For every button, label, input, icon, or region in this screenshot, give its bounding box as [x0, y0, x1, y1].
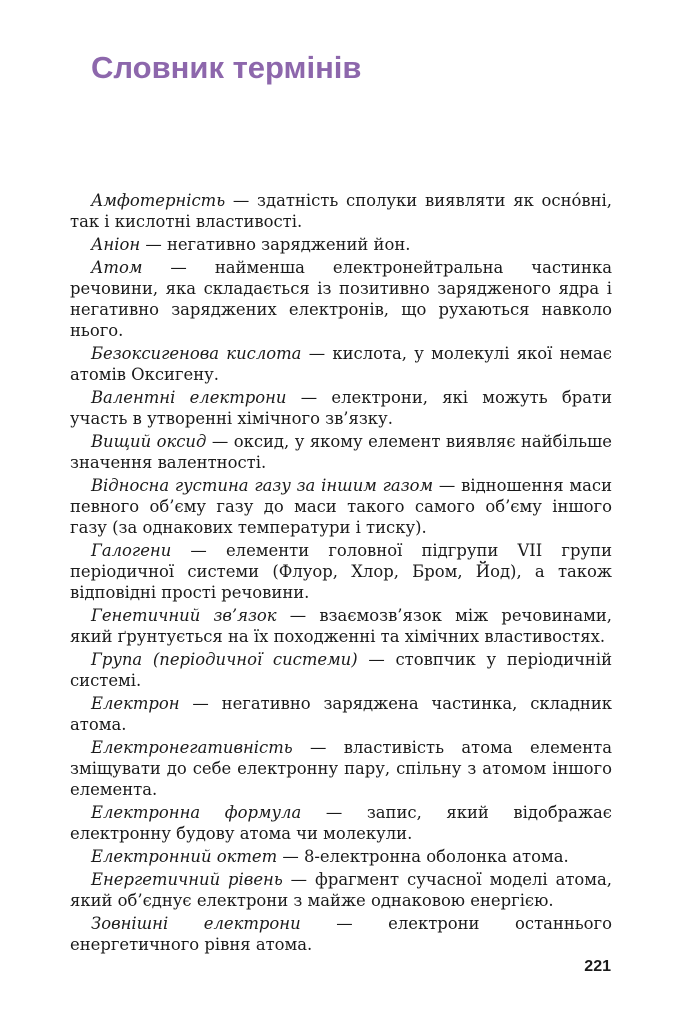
- glossary-entry: Аніон — негативно заряджений йон.: [91, 235, 411, 254]
- glossary-definition: взаємозв’язок між речовинами, який ґрунтується на їх походженні та хімічних властивостях.: [70, 606, 612, 646]
- glossary-entry: Електронна формула — запис, який відображає електронну будову атома чи молекули.: [70, 803, 612, 843]
- glossary-term: Валентні електрони: [91, 388, 287, 407]
- glossary-definition: запис, який відображає електронну будову атома чи молекули.: [70, 803, 612, 843]
- glossary-term: Електронна формула: [91, 803, 302, 822]
- glossary-term: Вищий оксид: [91, 432, 207, 451]
- glossary-definition: властивість атома елемента зміщувати до себе електронну пару, спільну з атомом іншого елемента.: [70, 738, 613, 799]
- glossary-entry: Група (періодичної системи) — стовпчик у періодичній системі.: [70, 650, 612, 690]
- page-number: 221: [584, 958, 611, 975]
- glossary-definition: оксид, у якому елемент виявляє найбільше значення валентності.: [70, 432, 612, 472]
- glossary-term: Атом: [91, 258, 143, 277]
- glossary-entry: Електронегативність — властивість атома елемента зміщувати до себе електронну пару, спільну з атомом іншого елемента.: [70, 738, 613, 799]
- glossary-term: Аніон: [91, 235, 141, 254]
- glossary-definition: кислота, у молекулі якої немає атомів Оксигену.: [70, 344, 612, 384]
- glossary-entry: Галогени — елементи головної підгрупи VII групи періодичної системи (Флуор, Хлор, Бром, Йод), а також відповідні прості речовини.: [70, 541, 612, 602]
- glossary-term: Електрон: [91, 694, 180, 713]
- glossary-definition: елементи головної підгрупи VII групи періодичної системи (Флуор, Хлор, Бром, Йод), а також відповідні прості речовини.: [70, 541, 612, 602]
- glossary-term: Електронегативність: [91, 738, 293, 757]
- glossary-entry: Валентні електрони — електрони, які можуть брати участь в утворенні хімічного зв’язку.: [70, 388, 613, 428]
- glossary-entry: Зовнішні електрони — електрони останнього енергетичного рівня атома.: [70, 914, 612, 954]
- glossary-definition: 8-електронна оболонка атома.: [303, 847, 569, 866]
- glossary-term: Енергетичний рівень: [91, 870, 283, 889]
- glossary-term: Електронний октет: [91, 847, 278, 866]
- page-title: Словник термінів: [91, 50, 362, 85]
- glossary-entry: Електронний октет — 8-електронна оболонка атома.: [91, 847, 569, 866]
- glossary-definition: відношення маси певного об’єму газу до маси такого самого об’єму іншого газу (за однакових температури і тиску).: [70, 476, 612, 537]
- glossary-definition: стовпчик у періодичній системі.: [70, 650, 612, 690]
- glossary-definition: негативно заряджений йон.: [166, 235, 411, 254]
- glossary-entry: Безоксигенова кислота — кислота, у молекулі якої немає атомів Оксигену.: [70, 344, 612, 384]
- glossary-term: Відносна густина газу за іншим газом: [91, 476, 434, 495]
- glossary-definition: найменша електронейтральна частинка речовини, яка складається із позитивно зарядженого ядра і негативно заряджених електронів, що рухаються навколо нього.: [70, 258, 612, 340]
- glossary-term: Галогени: [91, 541, 172, 560]
- glossary-entry: Амфотерність — здатність сполуки виявляти як осно́вні, так і кислотні властивості.: [70, 191, 612, 231]
- glossary-list: [70, 190, 612, 957]
- glossary-entry: Вищий оксид — оксид, у якому елемент виявляє найбільше значення валентності.: [70, 432, 612, 472]
- glossary-term: Група (періодичної системи): [91, 650, 358, 669]
- glossary-entry: Електрон — негативно заряджена частинка, складник атома.: [70, 694, 612, 734]
- glossary-definition: електрони, які можуть брати участь в утворенні хімічного зв’язку.: [70, 388, 613, 428]
- glossary-term: Безоксигенова кислота: [91, 344, 302, 363]
- glossary-entry: Енергетичний рівень — фрагмент сучасної моделі атома, який об’єднує електрони з майже однаковою енергією.: [70, 870, 613, 910]
- glossary-term: Генетичний зв’язок: [91, 606, 277, 625]
- glossary-term: Зовнішні електрони: [91, 914, 301, 933]
- glossary-definition: фрагмент сучасної моделі атома, який об’єднує електрони з майже однаковою енергією.: [70, 870, 613, 910]
- glossary-entry: Відносна густина газу за іншим газом — відношення маси певного об’єму газу до маси такого самого об’єму іншого газу (за однакових температури і тиску).: [70, 476, 612, 537]
- glossary-definition: здатність сполуки виявляти як осно́вні, так і кислотні властивості.: [70, 191, 612, 231]
- glossary-entry: Генетичний зв’язок — взаємозв’язок між речовинами, який ґрунтується на їх походженні та хімічних властивостях.: [70, 606, 612, 646]
- glossary-term: Амфотерність: [91, 191, 226, 210]
- glossary-definition: електрони останнього енергетичного рівня атома.: [70, 914, 612, 954]
- glossary-definition: негативно заряджена частинка, складник атома.: [70, 694, 612, 734]
- glossary-entry: Атом — найменша електронейтральна частинка речовини, яка складається із позитивно зарядженого ядра і негативно заряджених електронів, що рухаються навколо нього.: [70, 258, 612, 340]
